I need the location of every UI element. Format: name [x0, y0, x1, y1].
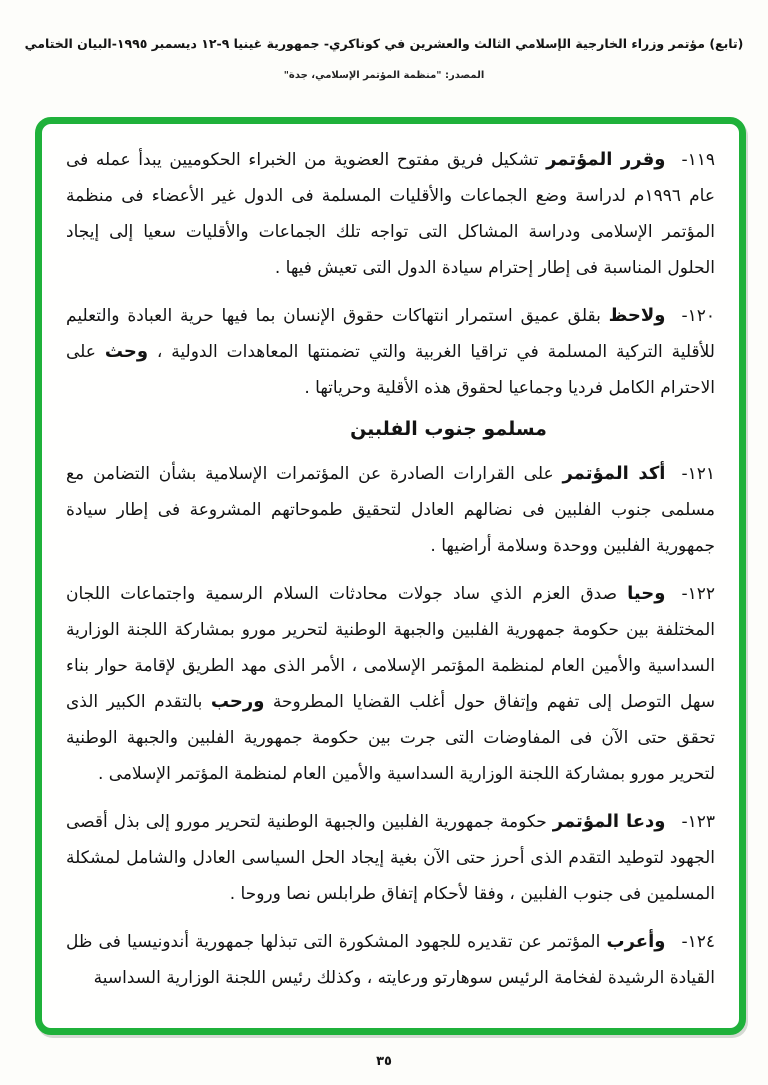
paragraph-text: تشكيل فريق مفتوح العضوية من الخبراء الحكوميين يبدأ عمله فى عام ١٩٩٦م لدراسة وضع الجماعات والأقليات المسلمة فى الدول غير الأعضاء فى منظمة المؤتمر الإسلامى ودراسة المشاكل التى تواجه تلك الجماعات والأقليات سعيا إلى إيجاد الحلول المناسبة فى إطار إحترام سيادة الدول التى تعيش فيها . [66, 150, 715, 278]
paragraph-lead-bold: وأعرب [606, 931, 666, 952]
paragraph-lead-bold: ولاحظ [608, 305, 666, 326]
paragraph-number: ١٢٢- [681, 584, 715, 604]
paragraph-text: حكومة جمهورية الفلبين والجبهة الوطنية لتحرير مورو إلى بذل أقصى الجهود لتوطيد التقدم الذى أحرز حتى الآن بغية إيجاد الحل السياسى العادل والشامل لمشكلة المسلمين فى جنوب الفلبين ، وفقا لأحكام إتفاق طرابلس نصا وروحا . [66, 812, 715, 904]
paragraph-number: ١١٩- [681, 150, 715, 170]
green-highlight-frame [35, 117, 746, 1035]
paragraph-text: صدق العزم الذي ساد جولات محادثات السلام الرسمية واجتماعات اللجان المختلفة بين حكومة جمهورية الفلبين والجبهة الوطنية لتحرير مورو بمشاركة اللجنة الوزارية السداسية والأمين العام لمنظمة المؤتمر الإسلامى ، الأمر الذى مهد الطريق لإقامة حوار بناء سهل التوصل إلى تفهم وإتفاق حول أغلب القضايا المطروحة [66, 584, 716, 712]
paragraph-lead-bold: ورحب [210, 691, 265, 712]
paragraph [66, 456, 715, 564]
paragraph-text: على الاحترام الكامل فرديا وجماعيا لحقوق هذه الأقلية وحرياتها . [66, 342, 715, 398]
paragraph [66, 298, 715, 406]
paragraph-text: بالتقدم الكبير الذى تحقق حتى الآن فى المفاوضات التى جرت بين حكومة جمهورية الفلبين والجبهة الوطنية لتحرير مورو بمشاركة اللجنة الوزارية السداسية والأمين العام لمنظمة المؤتمر الإسلامى . [66, 692, 715, 784]
paragraph-number: ١٢١- [681, 464, 715, 484]
paragraph-number: ١٢٠- [681, 306, 715, 326]
paragraph-number: ١٢٤- [681, 932, 715, 952]
document-header-title: (تابع) مؤتمر وزراء الخارجية الإسلامي الثالث والعشرين في كوناكري- جمهورية غينيا ٩-١٢ ديسمبر ١٩٩٥-البيان الختامي [24, 36, 744, 51]
paragraph-lead-bold: وقرر المؤتمر [546, 149, 666, 170]
paragraph-lead-bold: أكد المؤتمر [562, 463, 666, 484]
document-source-line: المصدر: "منظمة المؤتمر الإسلامي، جدة" [283, 70, 485, 81]
paragraph-lead-bold: ودعا المؤتمر [552, 811, 666, 832]
paragraph-number: ١٢٣- [681, 812, 715, 832]
paragraph-text: المؤتمر عن تقديره للجهود المشكورة التى تبذلها جمهورية أندونيسيا فى ظل القيادة الرشيدة لفخامة الرئيس سوهارتو ورعايته ، وكذلك رئيس اللجنة الوزارية السداسية [66, 932, 715, 988]
paragraph [66, 576, 715, 792]
paragraph-text: بقلق عميق استمرار انتهاكات حقوق الإنسان بما فيها حرية العبادة والتعليم للأقلية التركية المسلمة في تراقيا الغربية والتي تضمنتها المعاهدات الدولية ، [66, 306, 715, 362]
paragraph-text: على القرارات الصادرة عن المؤتمرات الإسلامية بشأن التضامن مع مسلمى جنوب الفلبين فى نضالهم العادل لتحقيق طموحاتهم المشروعة فى إطار سيادة جمهورية الفلبين ووحدة وسلامة أراضيها . [66, 464, 715, 556]
section-heading: مسلمو جنوب الفلبين [350, 418, 547, 440]
paragraph-lead-bold: وحث [104, 341, 149, 362]
paragraph [66, 924, 715, 996]
paragraph [66, 804, 715, 912]
page-number: ٣٥ [376, 1054, 392, 1069]
paragraph-lead-bold: وحيا [627, 583, 666, 604]
paragraph [66, 142, 715, 286]
